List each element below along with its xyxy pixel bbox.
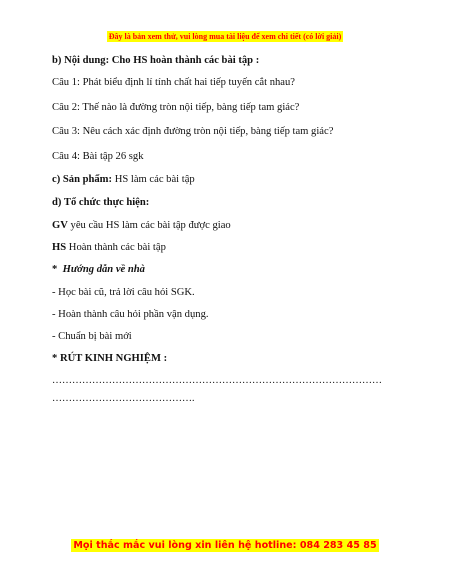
student-label: HS — [52, 242, 67, 253]
blank-line-1: ……………………………………………………………………………………… — [52, 375, 382, 386]
homework-heading — [52, 264, 145, 275]
heading-b-text: Cho HS hoàn thành các bài tập : — [111, 55, 260, 66]
question-1: Câu 1: Phát biểu định lí tính chất hai tiếp tuyến cắt nhau? — [52, 77, 296, 88]
content-heading-b — [52, 55, 259, 66]
homework-task-2: - Hoàn thành câu hỏi phần vận dụng. — [52, 309, 209, 320]
homework-task-1: - Học bài cũ, trả lời câu hỏi SGK. — [52, 287, 195, 298]
teacher-line — [52, 220, 231, 231]
question-3: Câu 3: Nêu cách xác định đường tròn nội tiếp, bàng tiếp tam giác? — [52, 126, 334, 137]
preview-banner — [0, 26, 450, 44]
homework-task-3: - Chuẩn bị bài mới — [52, 331, 132, 342]
teacher-text: yêu cầu HS làm các bài tập được giao — [70, 220, 231, 231]
question-2: Câu 2: Thế nào là đường tròn nội tiếp, bàng tiếp tam giác? — [52, 102, 300, 113]
hotline-banner-text: Mọi thắc mắc vui lòng xin liên hệ hotline: 084 283 45 85 — [73, 540, 377, 551]
homework-title: Hướng dẫn về nhà — [62, 264, 145, 275]
blank-line-2: ……………………………………. — [52, 393, 195, 404]
student-text: Hoàn thành các bài tập — [68, 242, 166, 253]
product-label: c) Sản phẩm: — [52, 174, 113, 185]
student-line — [52, 242, 166, 253]
hotline-banner — [0, 535, 450, 553]
product-line — [52, 174, 195, 185]
teacher-label: GV — [52, 220, 68, 231]
homework-star: * — [52, 264, 58, 275]
product-text: HS làm các bài tập — [114, 174, 195, 185]
preview-banner-text: Đây là bản xem thử, vui lòng mua tài liệu để xem chi tiết (có lời giải) — [108, 32, 342, 41]
experience-heading: * RÚT KINH NGHIỆM : — [52, 353, 168, 364]
question-4: Câu 4: Bài tập 26 sgk — [52, 151, 144, 162]
heading-b-label: b) Nội dung: — [52, 55, 110, 66]
organization-heading: d) Tổ chức thực hiện: — [52, 197, 150, 208]
